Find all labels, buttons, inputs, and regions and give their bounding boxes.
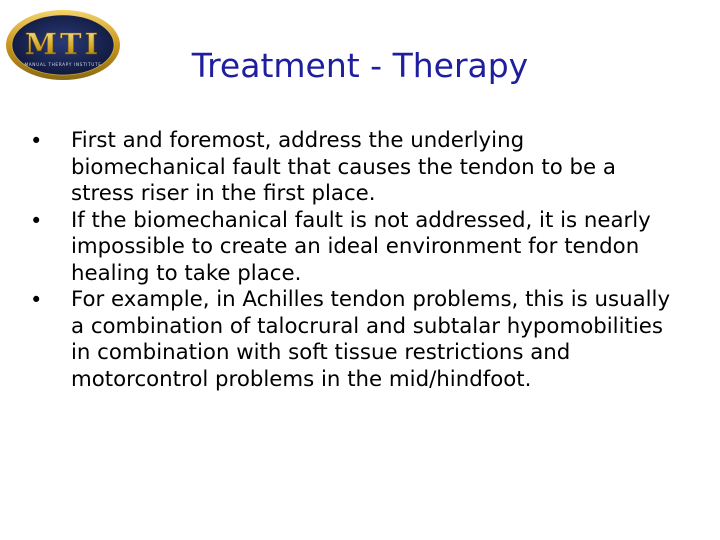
- mti-logo-graphic: [4, 6, 122, 82]
- bullet-item: [30, 128, 680, 208]
- mti-logo: [4, 6, 122, 82]
- bullet-text: For example, in Achilles tendon problems, this is usually a combination of talocrural and subtalar hypomobilities in combination with soft tissue restrictions and motorcontrol problems in the mid/hindfoot.: [71, 287, 671, 392]
- bullet-marker: •: [30, 208, 43, 233]
- bullet-marker: •: [30, 129, 43, 153]
- bullet-item: [30, 287, 680, 393]
- slide-title: Treatment - Therapy: [191, 46, 529, 85]
- bullet-text: First and foremost, address the underlying biomechanical fault that causes the tendon to be a stress riser in the first place.: [71, 128, 616, 206]
- bullet-marker: •: [30, 288, 43, 312]
- bullet-text: If the biomechanical fault is not addressed, it is nearly impossible to create an ideal environment for tendon healing to take place.: [71, 207, 651, 286]
- logo-text: MTI: [24, 27, 102, 61]
- bullet-list: [30, 128, 680, 393]
- bullet-item: [30, 208, 680, 288]
- logo-tagline: MANUAL THERAPY INSTITUTE: [24, 63, 102, 68]
